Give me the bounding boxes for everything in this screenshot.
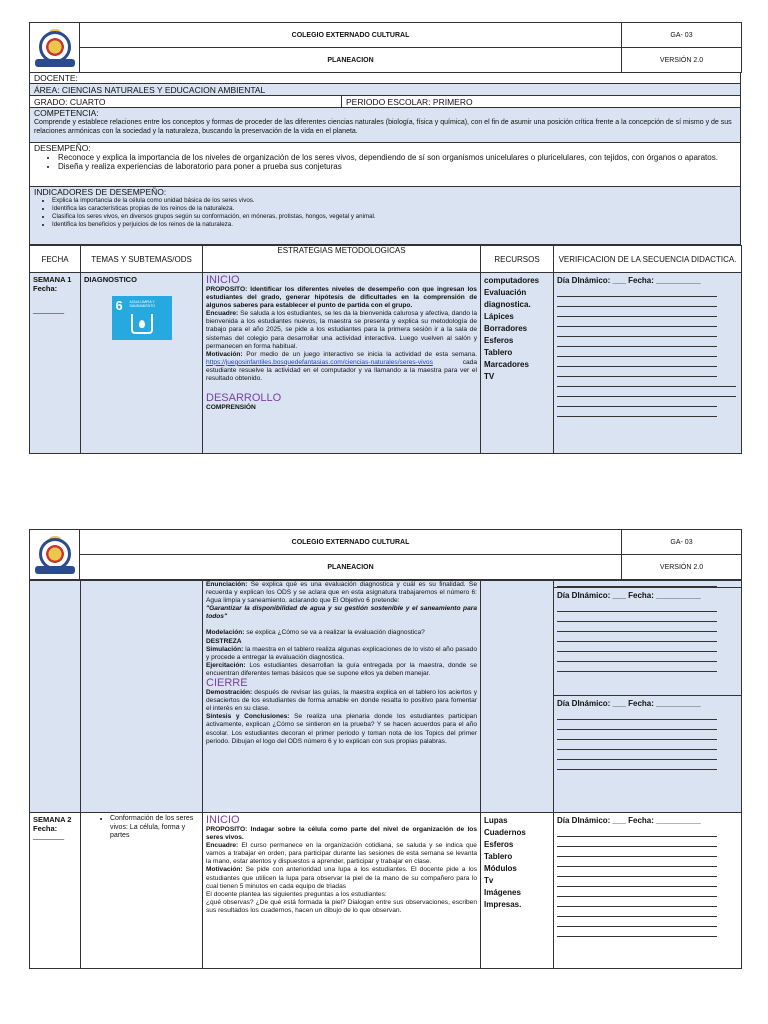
comprension-label: COMPRENSIÓN — [206, 404, 256, 412]
dia-dinamico: Día DInámico: ___ Fecha: __________ — [557, 276, 701, 285]
simulacion-label: Simulación: — [206, 645, 244, 653]
doc-code: GA- 03 — [622, 23, 742, 48]
doc-version: VERSIÓN 2.0 — [622, 555, 742, 580]
grado-cell: GRADO: CUARTO — [30, 96, 342, 107]
modelacion-label: Modelación: — [206, 629, 245, 637]
week2-label: SEMANA 2 — [33, 815, 72, 824]
modelacion-text: se explica ¿Cómo se va a realizar la evaluación diagnostica? — [246, 629, 425, 637]
week1-verif-cell — [554, 273, 742, 454]
recursos-item: Imágenes — [484, 888, 521, 897]
recursos-item: Tablero — [484, 348, 513, 357]
enunciacion-label: Enunciación: — [206, 581, 248, 588]
school-logo — [35, 29, 75, 67]
plan-table-2 — [29, 580, 742, 969]
desempeno-item: • Diseña y realiza experiencias de laboratorio para poner a prueba sus conjeturas — [58, 162, 736, 171]
recursos-item: Esferos — [484, 840, 514, 849]
simulacion-text: la maestra en el tablero realiza algunas explicaciones de lo visto el año pasado y procede a entregar la evaluación diagnostica. — [206, 645, 477, 661]
proposito-text: Indagar sobre la célula como parte del nivel de organización de los seres vivos. — [206, 826, 477, 842]
cont-estrategias-cell — [203, 581, 481, 813]
school-name: COLEGIO EXTERNADO CULTURAL — [80, 530, 622, 555]
week2-recursos-cell — [481, 813, 554, 969]
cont-verif-cell — [554, 581, 742, 813]
page-1 — [29, 22, 741, 454]
recursos-item: Lápices — [484, 312, 514, 321]
recursos-item: computadores — [484, 276, 540, 285]
dia-dinamico: Día DInámico: ___ Fecha: __________ — [557, 699, 701, 708]
recursos-item: Módulos — [484, 864, 517, 873]
sdg-number: 6 — [115, 298, 123, 313]
week1-label: SEMANA 1 — [33, 275, 72, 284]
indicador-item: • Explica la importancia de la célula como unidad básica de los seres vivos. — [52, 197, 736, 205]
dia-dinamico: Día DInámico: ___ Fecha: __________ — [557, 816, 701, 825]
proposito-label: PROPOSITO: — [206, 286, 248, 293]
col-fecha: FECHA — [30, 246, 81, 273]
page-2 — [29, 529, 741, 969]
encuadre-label: Encuadre: — [206, 842, 239, 850]
indicador-item: • Identifica los beneficios y perjuicios de los reinos de la naturaleza. — [52, 221, 736, 229]
area-row: ÁREA: CIENCIAS NATURALES Y EDUCACION AMBIENTAL — [29, 84, 741, 96]
week2-fecha: Fecha: — [33, 824, 58, 833]
encuadre-text: Se saluda a los estudiantes, se les da la bienvenida calurosa y afectiva, dando la bienvenida a los estudiantes nuevos, la maestra se presenta y explica su metodología de trabajo para el año 2025, se pide a los estudiantes para la primera sesión ir a la sala de sistemas del colegio para desarrollar una actividad interactiva. Luego vuelven al salón y permanecen en forma habitual. — [206, 310, 477, 350]
destreza-heading: DESTREZA — [206, 637, 242, 645]
header-table — [29, 22, 742, 73]
week2-verif-cell — [554, 813, 742, 969]
competencia-text: Comprende y establece relaciones entre los conceptos y formas de proceder de las diferentes ciencias naturales (biología, física y química), con el fin de asumir una posición crítica frente a la concepción de sí mismo y de sus relaciones armónicas con la sociedad y la naturaleza, buscando la preservación de la vida en el planeta. — [34, 119, 732, 135]
school-logo — [35, 536, 75, 574]
week1-estrategias-cell — [203, 273, 481, 454]
encuadre-label: Encuadre: — [206, 310, 239, 318]
header-table — [29, 529, 742, 580]
indicador-item: • Clasifica los seres vivos, en diversos grupos según su conformación, en móneras, protistas, hongos, vegetal y animal. — [52, 213, 736, 221]
week1-tema: DIAGNOSTICO — [84, 275, 137, 284]
motivacion-text: Se pide con anterioridad una lupa a los estudiantes. El docente pide a los estudiantes que utilicen la lupa para observar la piel de la mano de su compañero para lo cual tienen 5 minutos en cada equipo de triadas — [206, 866, 478, 890]
ods-quote: "Garantizar la disponibilidad de agua y su gestión sostenible y el saneamiento para todos" — [206, 605, 477, 621]
week1-fecha-cell — [30, 273, 81, 454]
week2-tema: • Conformación de los seres vivos: La célula, forma y partes — [110, 815, 199, 841]
sdg-text: AGUA LIMPIA Y SANEAMIENTO — [129, 300, 155, 308]
week1-fecha-blank: ________ — [33, 307, 65, 314]
recursos-item: Esferos — [484, 336, 514, 345]
sintesis-text: Se realiza una plenaria donde los estudiantes participan activamente, explican ¿Cómo se sintieron en la prueba? Y se hacen acuerdos para el año escolar. Los estudiantes decoran el primer periodo y toman nota de los Topics del primer periodo. Dibujan el logo del ODS número 6 y lo explican con sus propias palabras. — [206, 713, 477, 745]
encuadre-text: El curso permanece en la organización cotidiana, se saluda y se indica que vamos a trabajar en orden, para participar durante las sesiones de esta semana se levanta la mano, estar atentos y dispuestos a aprender, participar y trabajar en clase. — [206, 842, 477, 866]
motivacion-text-2: cada estudiante resuelve la actividad en el computador y va llamando a la maestra para ver el resultado obtenido. — [206, 358, 477, 383]
indicador-item: • Identifica las características propias de los reinos de la naturaleza. — [52, 205, 736, 213]
school-name: COLEGIO EXTERNADO CULTURAL — [80, 23, 622, 48]
ejercitacion-label: Ejercitación: — [206, 661, 246, 669]
week2-fecha-cell — [30, 813, 81, 969]
inicio-heading: INICIO — [206, 274, 240, 286]
desempeno-row — [29, 143, 741, 187]
recursos-item: Tablero — [484, 852, 513, 861]
inicio-heading: INICIO — [206, 814, 240, 826]
docente-row: DOCENTE: — [29, 73, 741, 84]
recursos-item: Impresas. — [484, 900, 522, 909]
proposito-text: Identificar los diferentes niveles de desempeño con que ingresan los estudiantes del grado, generar hipótesis de dificultades en la comprensión de algunos saberes para establecer el punto de partida con el grupo. — [206, 286, 477, 310]
competencia-row — [29, 108, 741, 143]
recursos-item: Borradores — [484, 324, 528, 333]
desempeno-item: • Reconoce y explica la importancia de los niveles de organización de los seres vivos, dependiendo de sí son organismos unicelulares o pluricelulares, con tejidos, con órganos o aparatos. — [58, 153, 736, 162]
week1-recursos-cell — [481, 273, 554, 454]
ejercitacion-text: Los estudiantes desarrollan la guía entregada por la maestra, donde se encuentran diferentes temas básicos que se supone ellos ya deben manejar. — [206, 661, 477, 677]
plantea-text: El docente plantea las siguientes preguntas a los estudiantes: — [206, 890, 387, 898]
plan-table-1 — [29, 245, 742, 454]
doc-type: PLANEACION — [80, 48, 622, 73]
proposito-label: PROPOSITO: — [206, 826, 248, 833]
recursos-item: TV — [484, 372, 495, 381]
demostracion-label: Demostración: — [206, 689, 253, 697]
week2-estrategias-cell — [203, 813, 481, 969]
week2-fecha-blank: ________ — [33, 833, 65, 840]
motivacion-text: Por medio de un juego interactivo se inicia la actividad de esta semana. — [246, 350, 477, 358]
sintesis-label: Síntesis y Conclusiones: — [206, 713, 290, 721]
school-logo-cell — [30, 530, 80, 580]
desarrollo-heading: DESARROLLO — [206, 392, 282, 405]
week1-tema-cell — [81, 273, 203, 454]
col-estrategias: ESTRATEGIAS METODOLOGICAS — [203, 246, 481, 273]
recursos-item: Evaluación diagnostica. — [484, 288, 531, 309]
dia-dinamico: Día DInámico: ___ Fecha: __________ — [557, 591, 701, 600]
motivacion-label: Motivación: — [206, 866, 243, 874]
doc-code: GA- 03 — [622, 530, 742, 555]
recursos-item: Marcadores — [484, 360, 529, 369]
col-temas: TEMAS Y SUBTEMAS/ODS — [81, 246, 203, 273]
periodo-cell: PERIODO ESCOLAR: PRIMERO — [346, 97, 473, 107]
col-verificacion: VERIFICACION DE LA SECUENCIA DIDACTICA. — [554, 246, 742, 273]
sdg6-icon — [112, 296, 172, 340]
recursos-item: Tv — [484, 876, 494, 885]
recursos-item: Lupas — [484, 816, 508, 825]
grado-row — [29, 96, 741, 108]
doc-version: VERSIÓN 2.0 — [622, 48, 742, 73]
col-recursos: RECURSOS — [481, 246, 554, 273]
cierre-heading: CIERRE — [206, 677, 248, 690]
motivacion-label: Motivación: — [206, 350, 243, 358]
recursos-item: Cuadernos — [484, 828, 526, 837]
game-link[interactable]: https://juegosinfantiles.bosquedefantasias.com/ciencias-naturales/seres-vivos — [206, 358, 433, 366]
enunciacion-text: Se explica qué es una evaluación diagnostica y cuál es su finalidad. Se recuerda y explican los ODS y se aclara que en esta asignatura trabajaremos el número 6: Agua limpia y saneamiento. aclarando que El Objetivo 6 pretende: — [206, 581, 477, 605]
indicadores-label: INDICADORES DE DESEMPEÑO: — [34, 187, 167, 197]
preguntas-text: ¿qué observas? ¿De qué está formada la piel? Dialogan entre sus observaciones, escriben sus resultados los cuadernos, hacen un dibujo de lo que observan. — [206, 898, 477, 914]
desempeno-label: DESEMPEÑO: — [34, 143, 91, 153]
doc-type: PLANEACION — [80, 555, 622, 580]
school-logo-cell — [30, 23, 80, 73]
competencia-label: COMPETENCIA: — [34, 108, 99, 118]
indicadores-row — [29, 187, 741, 245]
week2-tema-cell — [81, 813, 203, 969]
week1-fecha: Fecha: — [33, 284, 58, 293]
demostracion-text: después de revisar las guías, la maestra explica en el tablero los aciertos y desaciertos de los estudiantes de forma amable en donde resalta lo positivo para fomentar el interés en su clase. — [206, 689, 477, 713]
